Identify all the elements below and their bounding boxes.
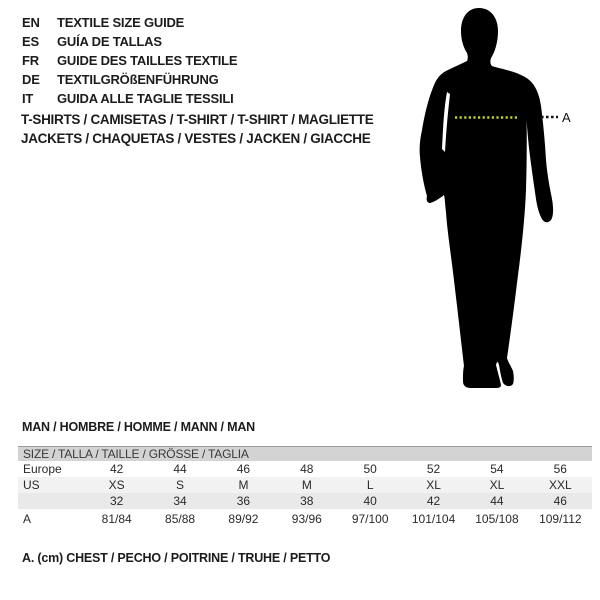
man-silhouette <box>420 8 553 388</box>
row-label: US <box>23 478 40 492</box>
language-title: TEXTILE SIZE GUIDE <box>57 15 185 30</box>
marker-a-label: A <box>562 110 571 125</box>
footnote: A. (cm) CHEST / PECHO / POITRINE / TRUHE / PETTO <box>22 551 331 565</box>
table-row <box>18 461 592 477</box>
language-title: GUÍA DE TALLAS <box>57 34 162 49</box>
language-code: IT <box>22 91 34 106</box>
table-cell: 38 <box>300 494 314 508</box>
size-table <box>18 446 592 528</box>
section-title: MAN / HOMBRE / HOMME / MANN / MAN <box>22 420 255 434</box>
table-row <box>18 477 592 493</box>
table-cell: S <box>176 478 185 492</box>
table-row <box>18 493 592 509</box>
language-code: EN <box>22 15 40 30</box>
table-cell: 48 <box>300 462 314 476</box>
table-cell: XL <box>489 478 505 492</box>
table-cell: M <box>238 478 249 492</box>
product-line-tshirts: T-SHIRTS / CAMISETAS / T-SHIRT / T-SHIRT / MAGLIETTE <box>21 112 374 127</box>
table-cell: 36 <box>236 494 251 508</box>
language-title: TEXTILGRÖßENFÜHRUNG <box>57 72 219 87</box>
table-cell: 105/108 <box>475 511 519 526</box>
table-row <box>18 509 592 528</box>
size-table-body <box>18 461 592 528</box>
language-title: GUIDA ALLE TAGLIE TESSILI <box>57 91 234 106</box>
table-cell: 85/88 <box>165 511 196 526</box>
language-code: FR <box>22 53 39 68</box>
language-title: GUIDE DES TAILLES TEXTILE <box>57 53 238 68</box>
table-cell: XS <box>108 478 125 492</box>
row-label: Europe <box>23 462 62 476</box>
language-row <box>22 89 237 108</box>
table-cell: 46 <box>236 462 251 476</box>
table-cell: 40 <box>363 494 377 508</box>
table-cell: 109/112 <box>539 511 582 526</box>
table-cell: 97/100 <box>351 511 389 526</box>
table-cell: XL <box>426 478 441 492</box>
size-table-header: SIZE / TALLA / TAILLE / GRÖSSE / TAGLIA <box>18 446 592 461</box>
table-cell: 42 <box>110 462 124 476</box>
product-line-jackets: JACKETS / CHAQUETAS / VESTES / JACKEN / GIACCHE <box>21 131 371 146</box>
language-code: DE <box>22 72 40 87</box>
table-cell: 44 <box>173 462 187 476</box>
table-cell: 81/84 <box>101 511 132 526</box>
table-cell: 56 <box>553 462 567 476</box>
language-code: ES <box>22 34 39 49</box>
table-cell: 101/104 <box>411 511 456 526</box>
language-row <box>22 70 237 89</box>
table-cell: 42 <box>426 494 441 508</box>
table-cell: XXL <box>548 478 572 492</box>
table-cell: 54 <box>490 462 504 476</box>
row-label: A <box>23 511 32 526</box>
language-list <box>22 13 237 108</box>
table-cell: 46 <box>553 494 567 508</box>
table-cell: 34 <box>173 494 187 508</box>
table-cell: L <box>366 478 374 492</box>
table-cell: 52 <box>426 462 441 476</box>
table-cell: M <box>301 478 312 492</box>
table-cell: 50 <box>363 462 377 476</box>
table-cell: 32 <box>110 494 124 508</box>
language-row <box>22 32 237 51</box>
table-cell: 44 <box>490 494 504 508</box>
language-row <box>22 13 237 32</box>
man-silhouette-figure <box>400 0 600 400</box>
table-cell: 93/96 <box>291 511 322 526</box>
product-lines <box>21 110 373 148</box>
language-row <box>22 51 237 70</box>
table-cell: 89/92 <box>228 511 259 526</box>
